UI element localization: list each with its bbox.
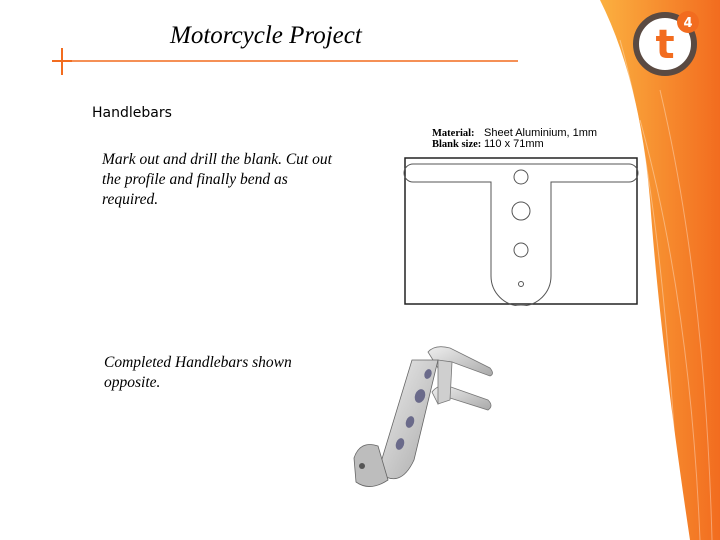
- material-spec: [432, 128, 597, 150]
- material-value: Sheet Aluminium, 1mm: [484, 127, 598, 139]
- completed-handlebars-render: [340, 340, 510, 500]
- blank-technical-drawing: [403, 126, 639, 306]
- blank-size-value: 110 x 71mm: [484, 138, 544, 150]
- logo-letter: t: [655, 22, 675, 68]
- material-label: Material:: [432, 128, 475, 139]
- section-heading: Handlebars: [92, 105, 172, 121]
- completed-caption: Completed Handlebars shown opposite.: [104, 354, 292, 391]
- blank-size-label: Blank size:: [432, 139, 482, 150]
- logo-superscript: 4: [683, 16, 693, 31]
- page-title: Motorcycle Project: [170, 22, 362, 49]
- instructions-paragraph: Mark out and drill the blank. Cut out the profile and finally bend as required.: [102, 151, 332, 208]
- drawing-frame: [405, 158, 637, 304]
- t4-logo: [625, 8, 705, 78]
